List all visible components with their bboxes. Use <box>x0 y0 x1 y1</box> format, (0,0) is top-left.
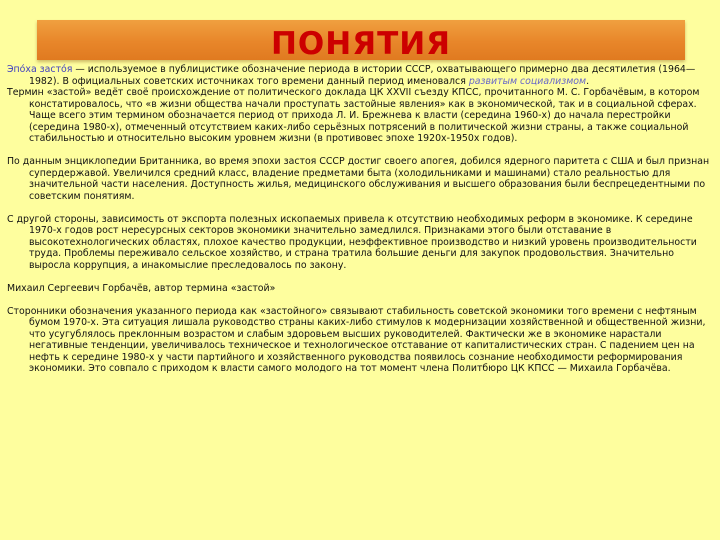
paragraph-other-side: С другой стороны, зависимость от экспорта полезных ископаемых привела к отсутствию необходимых реформ в экономике. К середине 1970-х годов рост нересурсных секторов экономики значительно замедлился. Признаками этого были отставание в высокотехнологических областях, плохое качество продукции, неэффективное производство и низкий уровень производительности труда. Проблемы переживало сельское хозяйство, и страна тратила большие деньги для закупок продовольствия. Значительно выросла коррупция, а инакомыслие преследовалось по закону. <box>7 213 697 271</box>
paragraph-britannica: По данным энциклопедии Британника, во время эпохи застоя СССР достиг своего апогея, добился ядерного паритета с США и был признан супердержавой. Увеличился средний класс, владение предметами быта (холодильниками и машинами) стало реальностью для значительной части населения. Доступность жилья, медицинского обслуживания и высшего образования были беспрецедентными по советским понятиям. <box>7 156 710 202</box>
definition-end: . <box>586 75 590 87</box>
term-link[interactable]: Эпо́ха засто́я <box>7 64 73 75</box>
definition-text: — используемое в публицистике обозначение периода в истории СССР, охватывающего примерно два десятилетия (1964—1982). В официальных советских источниках того времени данный период именовался <box>29 64 696 87</box>
spacer <box>7 202 714 214</box>
spacer <box>7 145 714 157</box>
paragraph-term-origin: Термин «застой» ведёт своё происхождение от политического доклада ЦК XXVII съезду КПСС, прочитанного М. С. Горбачёвым, в котором констатировалось, что «в жизни общества начали проступать застойные явления» как в экономической, так и в социальной сферах. Чаще всего этим термином обозначается период от прихода Л. И. Брежнева к власти (середина 1960-х) до начала перестройки (середина 1980-х), отмеченный отсутствием каких-либо серьёзных потрясений в политической жизни страны, а также социальной стабильностью и относительно высоким уровнем жизни (в противовес эпохе 1920х-1950х годов). <box>7 87 700 144</box>
paragraph-gorbachev-caption: Михаил Сергеевич Горбачёв, автор термина «застой» <box>7 282 276 294</box>
developed-socialism-link[interactable]: развитым социализмом <box>468 75 587 87</box>
spacer <box>7 294 714 306</box>
spacer <box>7 271 714 283</box>
paragraph-supporters: Сторонники обозначения указанного периода как «застойного» связывают стабильность советской экономики того времени с нефтяным бумом 1970-х. Эта ситуация лишала руководство страны каких-либо стимулов к модернизации хозяйственной и общественной жизни, что усугублялось преклонным возрастом и слабым здоровьем высших руководителей. Фактически же в экономике нарастали негативные тенденции, увеличивалось техническое и технологическое отставание от капиталистических стран. С падением цен на нефть к середине 1980-х у части партийного и хозяйственного руководства появилось сознание необходимости реформирования экономики. Это совпало с приходом к власти самого молодого на тот момент члена Политбюро ЦК КПСС — Михаила Горбачёва. <box>7 305 706 374</box>
paragraph-definition <box>7 64 714 87</box>
slide-content <box>7 64 714 375</box>
title-bar <box>37 20 685 60</box>
slide-title: ПОНЯТИЯ <box>270 26 452 62</box>
